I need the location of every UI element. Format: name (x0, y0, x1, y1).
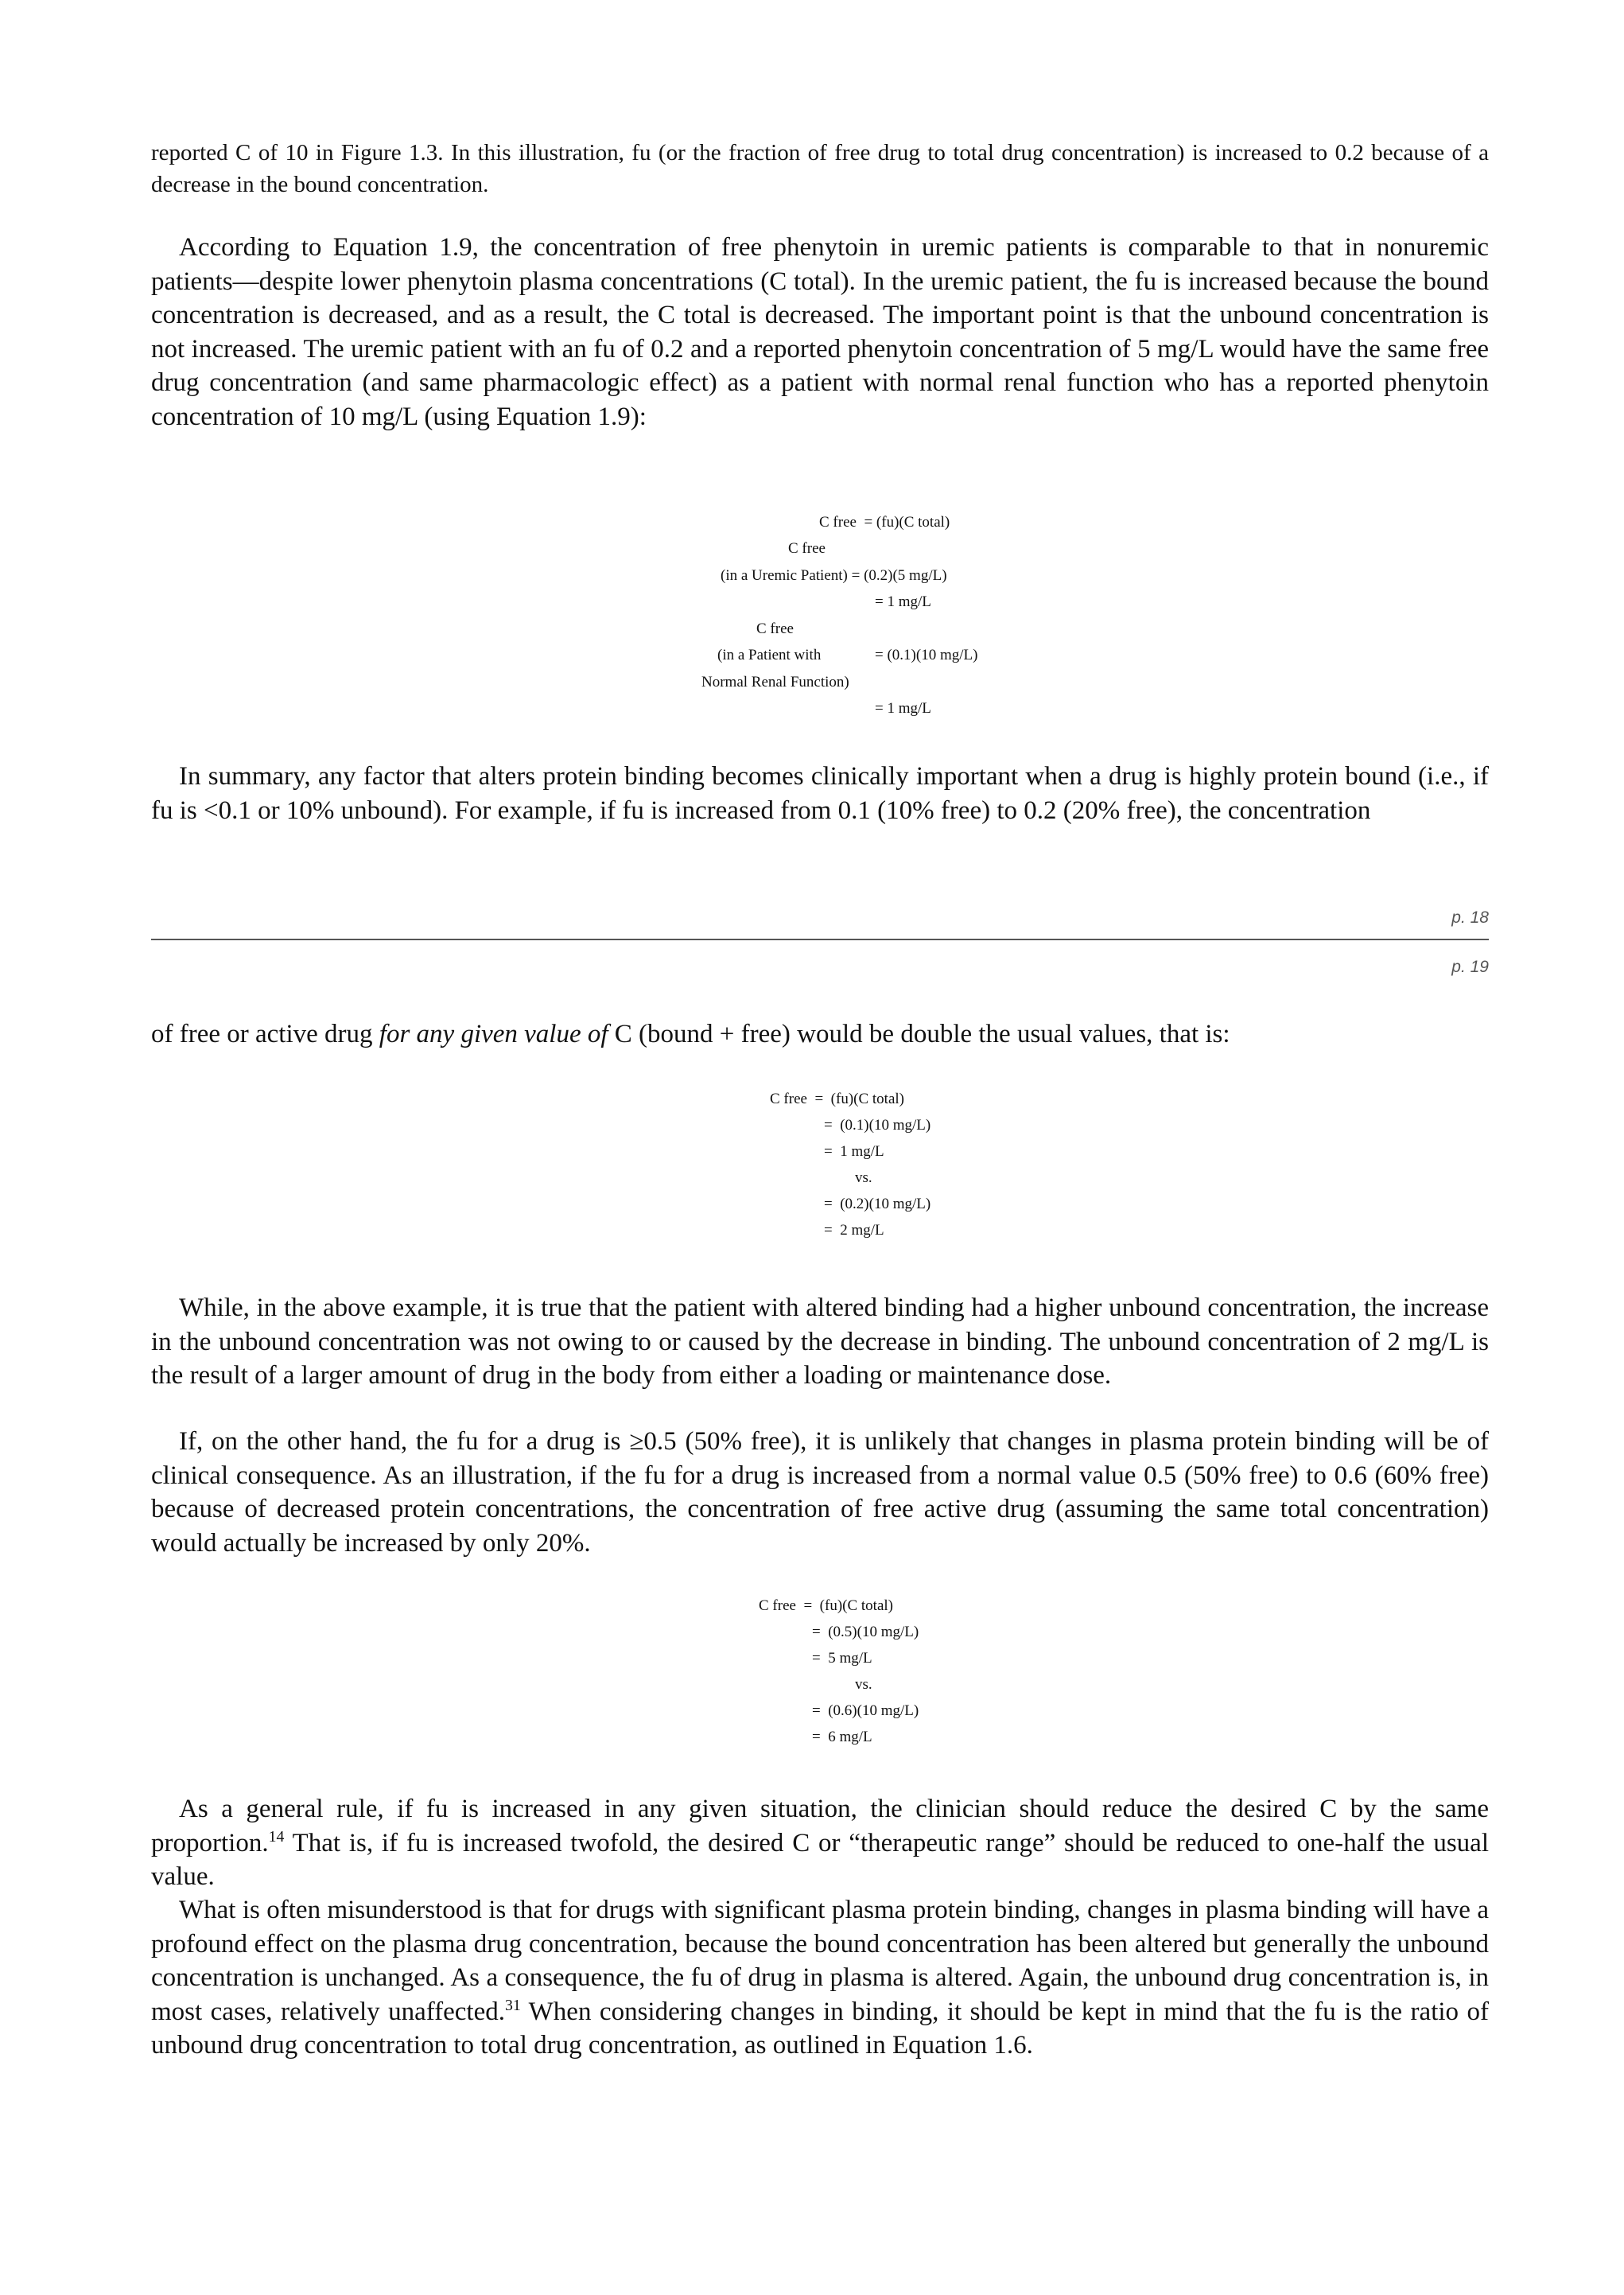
eq1-line-6: (in a Patient with (717, 647, 822, 663)
page-marker-top: p. 18 (1451, 908, 1489, 927)
eq1-line-2: C free (788, 540, 826, 557)
eq1-line-1: C free = (fu)(C total) (819, 514, 950, 531)
paragraph-high-fu: If, on the other hand, the fu for a drug is ≥0.5 (50% free), it is unlikely that changes in plasma protein binding will be of clinical consequence. As an illustration, if the fu for a drug is increased from a normal value 0.5 (50% free) to 0.6 (60% free) because of decreased protein concentrations, the concentration of free active drug (assuming the same total concentration) would actually be increased by only 20%. (151, 1427, 1489, 1558)
paragraph-summary: In summary, any factor that alters protein binding becomes clinically important when a drug is highly protein bound (i.e., if fu is <0.1 or 10% unbound). For example, if fu is increased from 0.1 (10% free) to 0.2 (20% free), the concentration (151, 762, 1489, 825)
paragraph-altered-binding: While, in the above example, it is true that the patient with altered binding had a higher unbound concentration, the increase in the unbound concentration was not owing to or caused by the decrease in binding. The unbound concentration of 2 mg/L is the result of a larger amount of drug in the body from either a loading or maintenance dose. (151, 1293, 1489, 1390)
citation-superscript-31: 31 (505, 1996, 521, 2014)
eq2-line-3: = 1 mg/L (824, 1143, 884, 1160)
eq3-line-5: = (0.6)(10 mg/L) (812, 1702, 919, 1719)
eq3-line-2: = (0.5)(10 mg/L) (812, 1624, 919, 1640)
paragraph-general-rule (151, 1792, 1489, 1894)
paragraph-general-rule-part-1: As a general rule, if fu is increased in any given situation, the clinician should reduce the desired C by the same proportion. (151, 1795, 1489, 1857)
paragraph-misunderstood-part-1: What is often misunderstood is that for drugs with significant plasma protein binding, changes in plasma binding will have a profound effect on the plasma drug concentration, because the bound concentration has been altered but generally the unbound concentration is unchanged. As a consequence, the fu of drug in plasma is altered. Again, the unbound drug concentration is, in most cases, relatively unaffected. (151, 1896, 1489, 2026)
paragraph-intro: reported C of 10 in Figure 1.3. In this illustration, fu (or the fraction of free drug to total drug concentration) is increased to 0.2 because of a decrease in the bound concentration. (151, 140, 1489, 197)
eq2-line-5: = (0.2)(10 mg/L) (824, 1196, 931, 1212)
eq2-line-4: vs. (855, 1169, 872, 1186)
eq1-line-9: = 1 mg/L (875, 700, 931, 717)
eq2-line-2: = (0.1)(10 mg/L) (824, 1117, 931, 1134)
paragraph-free-drug-part-1: of free or active drug (151, 1020, 379, 1048)
eq3-line-1: C free = (fu)(C total) (759, 1597, 893, 1614)
citation-superscript-14: 14 (268, 1827, 285, 1846)
paragraph-free-drug-italic: for any given value of (379, 1020, 615, 1048)
equation-block-fu-increase (0, 1593, 1624, 1756)
eq2-line-6: = 2 mg/L (824, 1222, 884, 1239)
eq2-line-1: C free = (fu)(C total) (770, 1091, 904, 1107)
paragraph-misunderstood-part-2: When considering changes in binding, it should be kept in mind that the fu is the ratio of unbound drug concentration to total drug concentration, as outlined in Equation 1.6. (151, 1997, 1489, 2060)
paragraph-general-rule-part-2: That is, if fu is increased twofold, the desired C or “therapeutic range” should be reduced to one-half the usual value. (151, 1828, 1489, 1891)
eq3-line-3: = 5 mg/L (812, 1650, 872, 1667)
eq1-line-8: Normal Renal Function) (701, 674, 849, 690)
eq3-line-4: vs. (855, 1676, 872, 1693)
eq1-line-4: = 1 mg/L (875, 593, 931, 610)
paragraph-free-drug (151, 1017, 1489, 1052)
paragraph-free-drug-part-2: C (bound + free) would be double the usual values, that is: (614, 1020, 1230, 1048)
eq3-line-6: = 6 mg/L (812, 1729, 872, 1745)
eq1-line-7: = (0.1)(10 mg/L) (875, 647, 978, 663)
paragraph-equation-1-9: According to Equation 1.9, the concentration of free phenytoin in uremic patients is comparable to that in nonuremic patients—despite lower phenytoin plasma concentrations (C total). In the uremic patient, the fu is increased because the bound concentration is decreased, and as a result, the C total is decreased. The important point is that the unbound concentration is not increased. The uremic patient with an fu of 0.2 and a reported phenytoin concentration of 5 mg/L would have the same free drug concentration (and same pharmacologic effect) as a patient with normal renal function who has a reported phenytoin concentration of 10 mg/L (using Equation 1.9): (151, 233, 1489, 431)
eq1-line-3: (in a Uremic Patient) = (0.2)(5 mg/L) (721, 567, 947, 584)
page-marker-bottom: p. 19 (1451, 958, 1489, 976)
paragraph-misunderstood (151, 1893, 1489, 2063)
page-break-divider (151, 939, 1489, 940)
eq1-line-5: C free (756, 620, 794, 637)
equation-block-fu-doubling (0, 1086, 1624, 1249)
equation-block-uremic (0, 509, 1624, 724)
